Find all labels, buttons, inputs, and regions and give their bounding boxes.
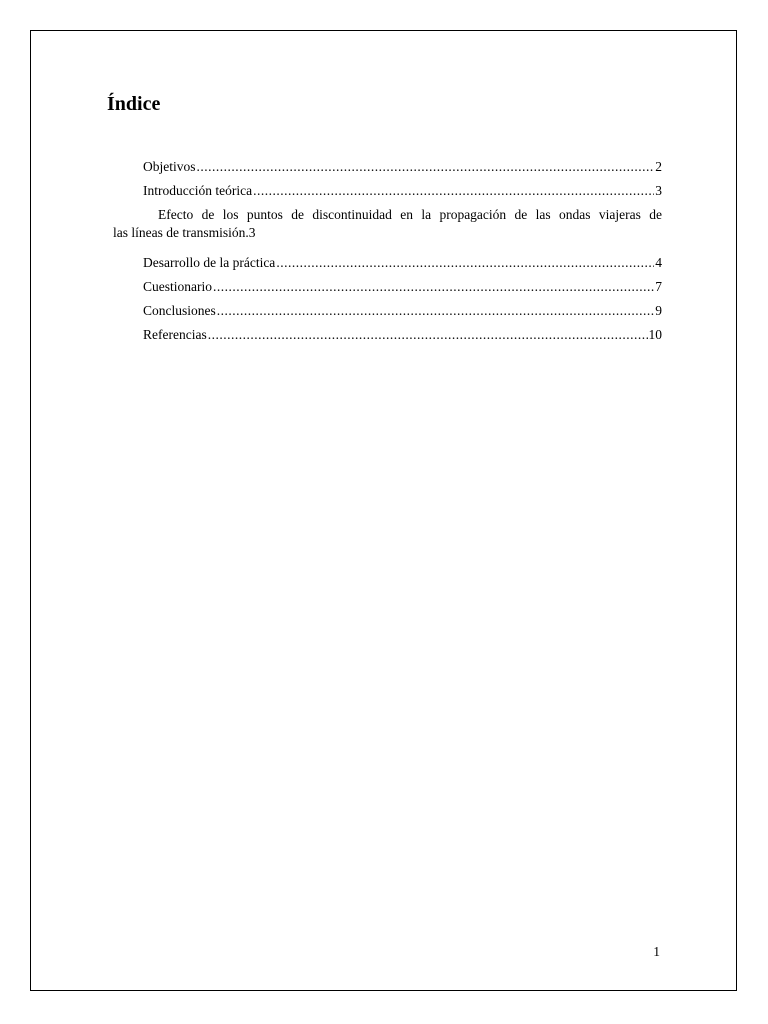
toc-entry-desarrollo[interactable] — [113, 254, 662, 278]
toc-entry-label: Desarrollo de la práctica — [143, 255, 276, 270]
toc-entry-label-line2: las líneas de transmisión. — [113, 225, 249, 240]
toc-entry-cuestionario[interactable] — [113, 278, 662, 302]
toc-entry-page: 7 — [655, 279, 662, 294]
table-of-contents — [113, 158, 662, 350]
toc-entry-page: 2 — [655, 159, 662, 174]
toc-entry-page: 3 — [248, 225, 256, 240]
toc-entry-page: 4 — [655, 255, 662, 270]
toc-entry-page: 3 — [655, 183, 662, 198]
toc-entry-introduccion[interactable] — [113, 182, 662, 206]
toc-leader-dots — [217, 302, 655, 320]
toc-entry-efecto[interactable] — [113, 206, 662, 254]
toc-leader-dots — [276, 254, 654, 272]
page-number: 1 — [653, 944, 660, 959]
toc-entry-label: Objetivos — [143, 159, 196, 174]
toc-entry-label: Introducción teórica — [143, 183, 253, 198]
toc-entry-page: 9 — [655, 303, 662, 318]
toc-entry-label: Referencias — [143, 327, 207, 342]
toc-entry-page: 10 — [648, 327, 662, 342]
toc-entry-objetivos[interactable] — [113, 158, 662, 182]
toc-entry-label-line1: Efecto de los puntos de discontinuidad en la propagación de las ondas viajeras de — [158, 207, 662, 222]
document-page — [30, 30, 737, 991]
toc-leader-dots — [213, 278, 654, 296]
toc-entry-label: Cuestionario — [143, 279, 212, 294]
toc-entry-label: Conclusiones — [143, 303, 216, 318]
toc-leader-dots — [253, 182, 654, 200]
page-title: Índice — [107, 93, 161, 115]
toc-entry-conclusiones[interactable] — [113, 302, 662, 326]
toc-entry-referencias[interactable] — [113, 326, 662, 350]
toc-leader-dots — [197, 158, 655, 176]
toc-leader-dots — [208, 326, 648, 344]
